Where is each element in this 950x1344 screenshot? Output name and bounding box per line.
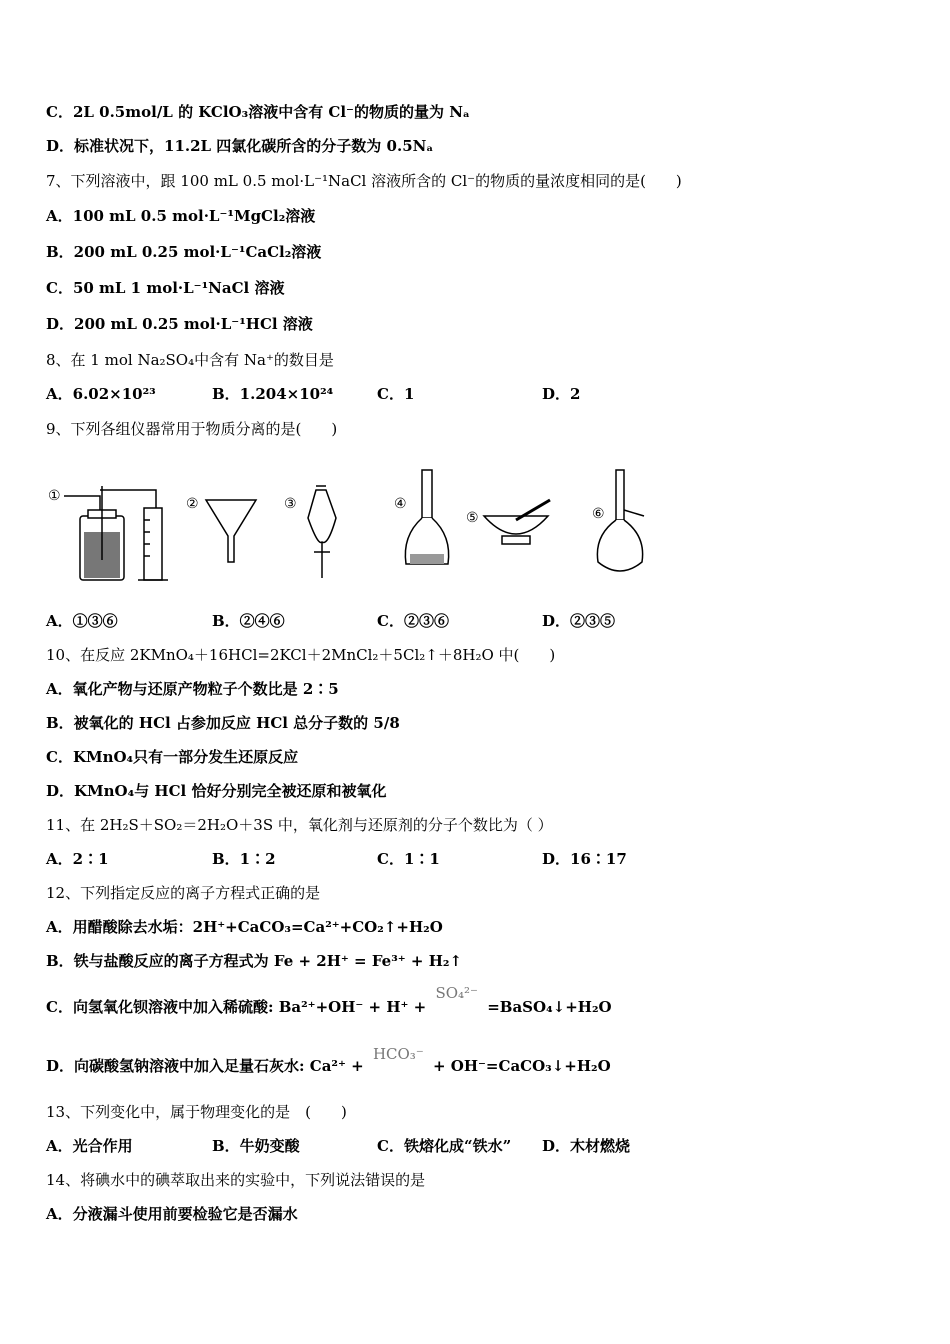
q12-option-a: A．用醋酸除去水垢：2H⁺+CaCO₃=Ca²⁺+CO₂↑+H₂O: [46, 918, 443, 936]
q14-option-a: A．分液漏斗使用前要检验它是否漏水: [46, 1205, 298, 1223]
q7-option-c: C．50 mL 1 mol·L⁻¹NaCl 溶液: [46, 279, 285, 297]
figure-label-2: ②: [186, 496, 199, 512]
q7-option-b: B．200 mL 0.25 mol·L⁻¹CaCl₂溶液: [46, 243, 322, 261]
q8-option-a: A．6.02×10²³: [46, 385, 156, 403]
q9-option-b: B．②④⑥: [212, 612, 285, 630]
q9-option-d: D．②③⑤: [542, 612, 616, 630]
question-11: 11、在 2H₂S＋SO₂＝2H₂O＋3S 中，氧化剂与还原剂的分子个数比为（ ）: [46, 816, 553, 834]
question-12: 12、下列指定反应的离子方程式正确的是: [46, 884, 321, 902]
figure-label-4: ④: [394, 496, 407, 512]
question-10: 10、在反应 2KMnO₄＋16HCl=2KCl＋2MnCl₂＋5Cl₂↑＋8H₂O 中( ): [46, 646, 556, 664]
q12d-text-after: + OH⁻=CaCO₃↓+H₂O: [432, 1057, 611, 1075]
q12c-text-after: =BaSO₄↓+H₂O: [487, 998, 612, 1016]
figure-label-3: ③: [284, 496, 297, 512]
q13-option-b: B．牛奶变酸: [212, 1137, 300, 1155]
question-13: 13、下列变化中，属于物理变化的是 ( ): [46, 1103, 347, 1121]
option-c-q6: C．2L 0.5mol/L 的 KClO₃溶液中含有 Cl⁻的物质的量为 Nₐ: [46, 103, 470, 121]
q8-option-d: D．2: [542, 385, 581, 403]
q7-option-d: D．200 mL 0.25 mol·L⁻¹HCl 溶液: [46, 315, 313, 333]
q11-option-b: B．1∶2: [212, 850, 276, 868]
q9-option-c: C．②③⑥: [377, 612, 449, 630]
q12-option-b: B．铁与盐酸反应的离子方程式为 Fe + 2H⁺ = Fe³⁺ + H₂↑: [46, 952, 463, 970]
q13-option-d: D．木材燃烧: [542, 1137, 631, 1155]
option-d-q6: D．标准状况下，11.2L 四氯化碳所含的分子数为 0.5Nₐ: [46, 137, 434, 155]
question-7: 7、下列溶液中，跟 100 mL 0.5 mol·L⁻¹NaCl 溶液所含的 Cl⁻的物质的量浓度相同的是( ): [46, 172, 682, 190]
q11-option-c: C．1∶1: [377, 850, 440, 868]
q11-option-d: D．16∶17: [542, 850, 627, 868]
q8-option-c: C．1: [377, 385, 415, 403]
q10-option-c: C．KMnO₄只有一部分发生还原反应: [46, 748, 299, 766]
q12d-text-before: D．向碳酸氢钠溶液中加入足量石灰水: Ca²⁺ +: [46, 1057, 364, 1075]
q8-option-b: B．1.204×10²⁴: [212, 385, 334, 403]
figure-label-6: ⑥: [592, 506, 605, 522]
apparatus-figure: [46, 460, 646, 588]
bicarbonate-ion: HCO₃⁻: [372, 1045, 424, 1063]
q13-option-c: C．铁熔化成“铁水”: [377, 1137, 512, 1155]
q9-option-a: A．①③⑥: [46, 612, 118, 630]
q10-option-d: D．KMnO₄与 HCl 恰好分别完全被还原和被氧化: [46, 782, 387, 800]
question-8: 8、在 1 mol Na₂SO₄中含有 Na⁺的数目是: [46, 351, 334, 369]
question-9: 9、下列各组仪器常用于物质分离的是( ): [46, 420, 338, 438]
q12c-text-before: C．向氢氧化钡溶液中加入稀硫酸: Ba²⁺+OH⁻ + H⁺ +: [46, 998, 427, 1016]
q11-option-a: A．2∶1: [46, 850, 109, 868]
q12-option-c: [46, 984, 612, 1017]
q7-option-a: A．100 mL 0.5 mol·L⁻¹MgCl₂溶液: [46, 207, 316, 225]
q13-option-a: A．光合作用: [46, 1137, 133, 1155]
q10-option-a: A．氧化产物与还原产物粒子个数比是 2∶5: [46, 680, 339, 698]
q12-option-d: [46, 1045, 611, 1076]
figure-label-5: ⑤: [466, 510, 479, 526]
q10-option-b: B．被氧化的 HCl 占参加反应 HCl 总分子数的 5/8: [46, 714, 400, 732]
figure-label-1: ①: [48, 488, 61, 504]
question-14: 14、将碘水中的碘萃取出来的实验中，下列说法错误的是: [46, 1171, 426, 1189]
sulfate-ion: SO₄²⁻: [435, 984, 478, 1002]
